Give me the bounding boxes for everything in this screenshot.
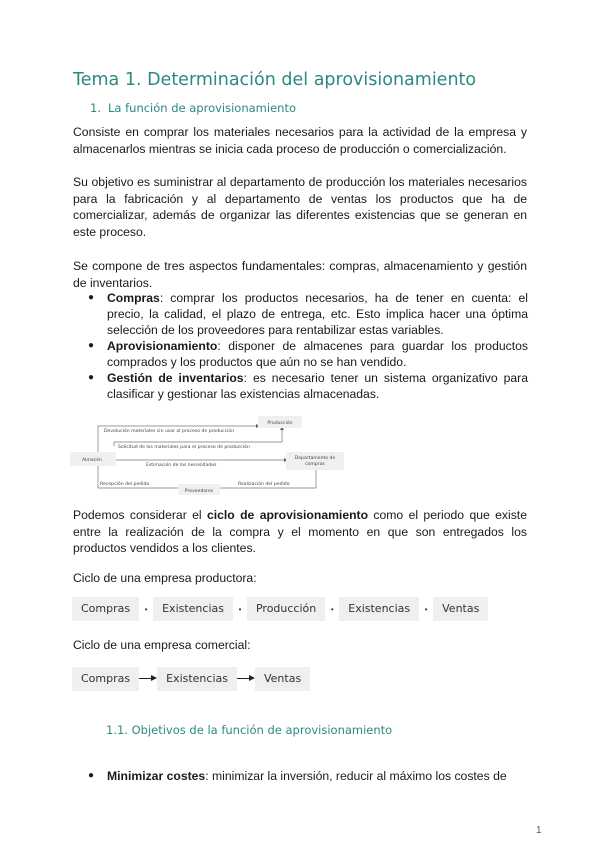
list-item [88,370,528,402]
departamento-label-1: Departamento de [294,456,336,461]
productora-cycle [72,597,488,621]
section-heading [90,101,296,115]
cycle-step: Ventas [433,597,488,621]
section-title: La función de aprovisionamiento [108,101,296,115]
cycle-step: Existencias [153,597,233,621]
paragraph-definition: Consiste en comprar los materiales necesarios para la actividad de la empresa y almacenarlos mientras se inicia cada proceso de producción o comercialización. [73,125,527,156]
bullet-icon: ● [88,770,95,781]
subsection-heading: 1.1. Objetivos de la función de aprovisionamiento [106,723,393,737]
cycle-step: Existencias [157,667,237,691]
paragraph-cycle [73,507,527,557]
bullet-text: : es necesario tener un sistema organizativo para clasificar y gestionar las existencias almacenadas. [107,371,528,401]
bullet-text: : minimizar la inversión, reducir al máximo los costes de [205,769,507,783]
flow-label-request: Solicitud de los materiales para el proceso de producción [118,445,250,450]
departamento-box [286,452,344,470]
bullet-term: Aprovisionamiento [107,339,218,353]
cycle-term: ciclo de aprovisionamiento [206,508,369,522]
proveedores-label: Proveedores [184,489,214,494]
cycle-step: Compras [72,667,139,691]
bullet-icon: ● [88,372,95,383]
produccion-label: Producción [267,421,293,426]
flow-label-order: Realización del pedido [238,482,290,487]
arrow-right-icon [139,667,157,691]
flow-label-estimation: Estimación de las necesidades [146,463,217,468]
list-item [88,338,528,370]
bullet-term: Gestión de inventarios [107,371,244,385]
list-item [88,290,528,338]
productora-label: Ciclo de una empresa productora: [73,571,257,585]
bullet-term: Minimizar costes [107,769,206,783]
cycle-step: Existencias [339,597,419,621]
paragraph-objective: Su objetivo es suministrar al departamento de producción los materiales necesarios para la fabricación y al departamento de ventas los productos que ha de comercializar, además de organizar las diferentes existencias que se generan en este proceso. [73,175,527,239]
bullet-text: : comprar los productos necesarios, ha de tener en cuenta: el precio, la calidad, el plazo de entrega, etc. Esto implica hacer una óptima selección de los proveedores para rentabilizar estas variables. [107,291,528,337]
almacen-label: Almacén [82,458,102,463]
paragraph-aspects: Se compone de tres aspectos fundamentales: compras, almacenamiento y gestión de inventarios. [73,259,527,290]
cycle-step: Producción [247,597,325,621]
arrow-right-icon [237,667,255,691]
flow-label-reception: Recepción del pedido [100,482,150,487]
comercial-label: Ciclo de una empresa comercial: [73,638,251,652]
aspects-list [88,290,528,402]
cycle-step: Compras [72,597,139,621]
page-number: 1 [536,825,542,836]
flow-label-return: Devolución materiales sin usar al proceso de producción [104,429,235,434]
supply-flow-diagram [70,412,350,498]
list-item [88,768,528,784]
bullet-term: Compras [107,291,160,305]
separator-icon: • [424,604,428,614]
page-title: Tema 1. Determinación del aprovisionamiento [73,70,477,90]
separator-icon: • [330,604,334,614]
cycle-text-before: Podemos considerar el [73,508,207,522]
comercial-cycle [72,667,310,691]
departamento-label-2: compras [305,462,325,467]
separator-icon: • [144,604,148,614]
bullet-icon: ● [88,340,95,351]
section-number: 1. [90,101,101,115]
cycle-text-after: como el periodo que existe entre la realización de la compra y el momento en que son entregados los productos vendidos a los clientes. [73,508,527,555]
bullet-icon: ● [88,292,95,303]
cycle-step: Ventas [255,667,310,691]
separator-icon: • [238,604,242,614]
bullet-text: : disponer de almacenes para guardar los productos comprados y los productos que aún no se han vendido. [107,339,528,369]
